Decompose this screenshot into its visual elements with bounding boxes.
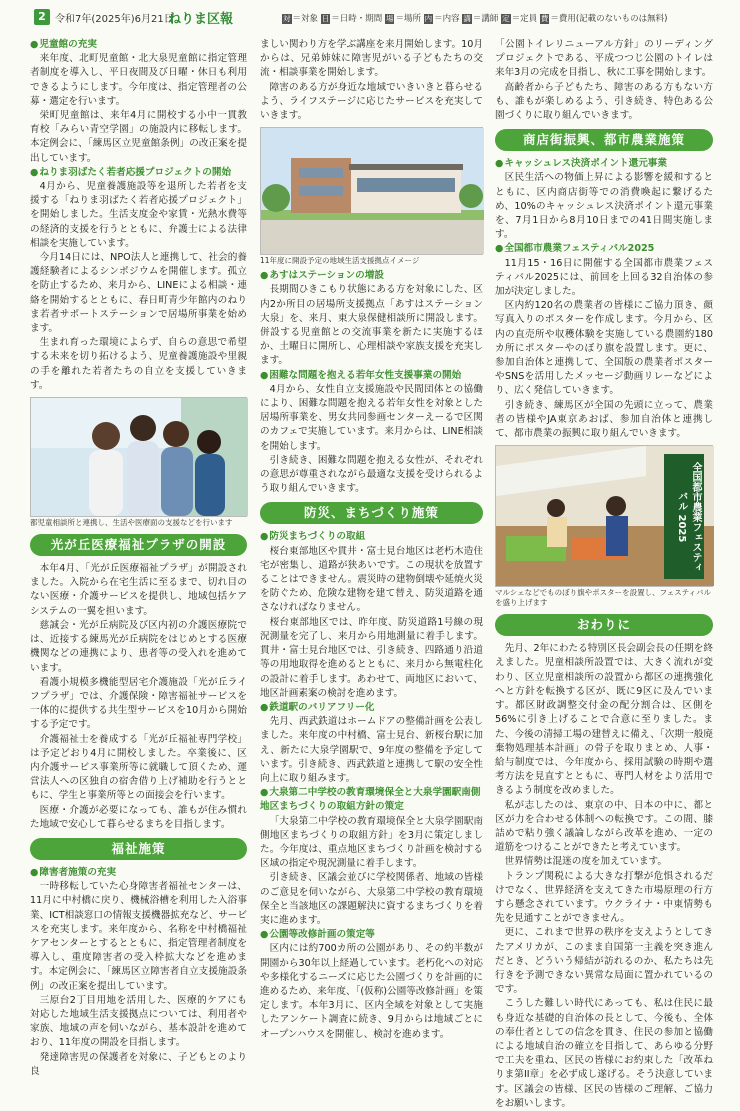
marche-photo [495,445,713,587]
section-heading: ● 鉄道駅のバリアフリー化 [260,701,483,715]
photo-caption: 11年度に開設予定の地域生活支援拠点イメージ [260,256,420,266]
legend-key: 場 [385,14,394,23]
paragraph: 桜台東部地区や貫井・富士見台地区は老朽木造住宅が密集し、道路が狭あいです。この現状を放置することはできません。震災時の建物倒壊や延焼火災を防ぐため、危険な建物を建て替え、防災道路を通さなければなりません。 [260,545,483,614]
legend-key: 講 [463,14,471,23]
section-heading: ● 困難な問題を抱える若年女性支援事業の開始 [260,369,483,383]
paragraph: 来年度、北町児童館・北大泉児童館に指定管理者制度を導入し、平日夜間及び日曜・休日も利用できるようにします。今年度は、指定管理者の公募・選定を行います。 [30,53,247,107]
section-heading: ● 障害者施策の充実 [30,866,247,880]
paragraph: 4月から、女性自立支援施設や民間団体との協働により、困難な問題を抱える若年女性を対象とした居場所事業を、男女共同参画センターえーるで区関のカフェで実施しています。来月からは、LINE相談を開始します。 [260,383,483,452]
paragraph: 11月15・16日に開催する全国都市農業フェスティバル2025には、前回を上回る32自治体の参加が決定しました。 [495,257,713,298]
page-header [0,0,740,30]
paragraph: こうした難しい時代にあっても、私は住民に最も身近な基礎的自治体の長として、今後も、全体の奉仕者としての信念を貫き、住民の参加と協働による地域自治の確立を目指して、あらゆる分野で工夫を重ね、区民の皆様にお約束した「改革ねりま第II章」を必ず成し遂げる。そう決意しています。区議会の皆様、区民の皆様のご理解、ご協力をお願いします。 [495,998,713,1109]
abbreviation-legend [282,12,667,24]
section-heading: ● あすはステーションの増設 [260,269,483,283]
section-banner: 商店街振興、都市農業施策 [495,129,713,151]
paragraph: 世界情勢は混迷の度を加えています。 [504,856,667,868]
paragraph: 引き続き、困難な問題を抱える女性が、それぞれの意思が尊重されながら最適な支援を受けられるよう取り組んでいきます。 [260,454,483,495]
section-banner: 福祉施策 [30,838,247,860]
paragraph: 栄町児童館は、来年4月に開校する小中一貫教育校「みらい青空学園」の施設内に移転します。本定例会に、「練馬区立児童館条例」の改正案を提出しています。 [30,110,247,164]
section-heading: ● 防災まちづくりの取組 [260,530,483,544]
paragraph: 更に、これまで世界の秩序を支えようとしてきたアメリカが、このまま自国第一主義を突き進んだとき、どういう帰結が訪れるのか、私たちは先行きを予測できない異常な局面に置かれているのです。 [495,927,713,996]
legend-key: 対 [283,14,291,23]
paragraph: 区民生活への物価上昇による影響を緩和するとともに、区内商店街等での消費喚起に繋げるため、10%のキャッシュレス決済ポイント還元事業を、7月1日から8月10日までの41日間実施します。 [495,172,713,241]
paragraph: ましい関わり方を学ぶ講座を来月開始します。10月からは、兄弟姉妹に障害児がいる子どもたちの交流・相談事業を開始します。 [260,39,483,79]
paragraph: 発達障害児の保護者を対象に、子どもとのより良 [30,1051,247,1077]
photo-caption: マルシェなどでものぼり旗やポスターを設置し、フェスティバルを盛り上げます [495,588,712,608]
paragraph: 引き続き、区議会並びに学校関係者、地域の皆様のご意見を伺いながら、大泉第二中学校の教育環境保全と当該地区の課題解決に資するまちづくりを着実に進めます。 [260,872,483,926]
section-heading: ● 全国都市農業フェスティバル2025 [495,242,713,256]
paragraph: 区内には約700カ所の公園があり、その約半数が開園から30年以上経過しています。老朽化への対応や多様化するニーズに応じた公園づくりを計画的に進めるため、来年度、「(仮称)公園等改修計画」を策定します。本年3月に、区内全域を対象として実施したアンケート調査に続き、9月からは地域ごとにオープンハウスを開催し、検討を進めます。 [260,943,483,1040]
section-banner: 光が丘医療福祉プラザの開設 [30,534,247,556]
column-1 [30,38,247,1078]
legend-key: 費 [540,14,549,23]
legend-text: ＝講師 [472,14,499,24]
paragraph: 引き続き、練馬区が全国の先頭に立って、農業者の皆様やJA東京あおば、参加自治体と連携して、都市農業の振興に取り組んでいきます。 [495,399,713,440]
legend-text: ＝費用(記載のないものは無料) [550,14,668,24]
legend-key: 内 [424,14,433,23]
column-3 [495,38,713,1109]
paragraph: 慈誠会・光が丘病院及び区内初の介護医療院では、近接する練馬光が丘病院をはじめとする医療機関などの連携により、患者等の受入れを進めています。 [30,619,247,674]
legend-text: ＝対象 [292,14,319,24]
page-number: 2 [34,9,50,25]
legend-key: 定 [502,14,510,23]
section-banner: 防災、まちづくり施策 [260,502,483,524]
paragraph: 先月、西武鉄道はホームドアの整備計画を公表しました。来年度の中村橋、富士見台、新桜台駅に加え、新たに大泉学園駅で、9年度の整備を予定しています。引き続き、西武鉄道と連携して駅の安全性向上に取り組みます。 [260,716,483,784]
paragraph: 「大泉第二中学校の教育環境保全と大泉学園駅南側地区まちづくりの取組方針」を3月に策定しました。今年度は、重点地区まちづくり計画を検討する区域の指定や現況測量に着手します。 [260,815,483,870]
paragraph: 本年4月、「光が丘医療福祉プラザ」が開設されました。入院から在宅生活に至るまで、切れ目のない医療・介護サービスを提供し、地域包括ケアシステムの一翼を担います。 [30,563,247,617]
paragraph: 一時移転していた心身障害者福祉センターは、11月に中村橋に戻り、機械浴槽を利用した入浴事業、ICT相談窓口の情報支援機器拡充など、サービスを充実します。来年度から、名称を中村橋福祉ケアセンターとするとともに、指定管理者制度を導入し、重度障害者の受入枠拡大などを進めます。本定例会に、「練馬区立障害者自立支援施設条例」の改正案を提出しています。 [30,881,247,992]
section-heading: ● 公園等改修計画の策定等 [260,928,483,942]
legend-key: 日 [321,14,330,23]
publication-logo: ねりま区報 [168,12,234,27]
paragraph: トランプ関税による大きな打撃が危惧されるだけでなく、世界経済を支えてきた市場原理の行方すら懸念されています。ウクライナ・中東情勢も先を見通すことができません。 [495,870,713,925]
facility-rendering-photo [260,127,483,255]
paragraph: 長期間ひきこもり状態にある方を対象にした、区内2か所目の居場所支援拠点「あすはステーション大泉」を、来月、東大泉保健相談所に開設します。併設する児童館との交流事業を新たに実施するほか、土曜日に開所し、心理相談や家族支援を充実します。 [260,284,483,367]
section-heading: ● キャッシュレス決済ポイント還元事業 [495,157,713,171]
paragraph: 看護小規模多機能型居宅介護施設「光が丘ライフプラザ」では、介護保険・障害福祉サービスを一体的に提供する共生型サービスを10月から開始する予定です。 [30,676,247,731]
section-heading: ● ねりま羽ばたく若者応援プロジェクトの開始 [30,166,247,180]
section-heading: ● 大泉第二中学校の教育環境保全と大泉学園駅南側地区まちづくりの取組方針の策定 [260,786,483,814]
paragraph: 「公園トイレリニューアル方針」のリーディングプロジェクトである、平成つつじ公園のトイレは来年3月の完成を目指し、秋に工事を開始します。 [495,39,713,79]
festival-banner-sign: 全国都市農業フェスティバル 2025 [664,454,704,579]
young-people-illustration [31,398,248,516]
paragraph: 桜台東部地区では、昨年度、防災道路1号線の現況測量を完了し、来月から用地測量に着手します。貫井・富士見台地区では、引き続き、四路通り沿道等の用地取得を進めるとともに、来月から無電柱化の設計に着手します。あわせて、両地区において、地区計画素案の検討を進めます。 [260,616,483,699]
paragraph: 医療・介護が必要になっても、誰もが住み慣れた地域で安心して暮らせるまちを目指します。 [30,804,247,830]
legend-text: ＝場所 [395,14,421,24]
paragraph: 私が志したのは、東京の中、日本の中に、都と区が力を合わせる体制への転換です。この間、膝詰めで粘り強く議論しながら改革を進め、一定の道筋をつけることができたと考えています。 [495,799,713,854]
legend-text: ＝日時・期間 [331,14,383,24]
paragraph: 三原台2丁目用地を活用した、医療的ケアにも対応した地域生活支援拠点については、利用者や家族、地域の声を伺いながら、基本設計を進めており、11年度の開設を目指します。 [30,994,247,1049]
issue-date: 令和7年(2025年)6月21日 [55,14,174,25]
legend-text: ＝内容 [434,14,460,24]
paragraph: 今月14日には、NPO法人と連携して、社会的養護経験者によるシンポジウムを開催します。孤立を防止するため、来月から、LINEによる相談・連絡を開始するとともに、春日町青少年館内のねりま若者サポートステーションで居場所事業を始めます。 [30,252,247,335]
paragraph: 障害のある方が身近な地域でいきいきと暮らせるよう、ライフステージに応じたサービスを充実していきます。 [260,81,483,122]
paragraph: 先月、2年にわたる特別区長会副会長の任期を終えました。児童相談所設置では、大きく流れが変わり、区立児童相談所の設置から都区の連携強化へと方針を転換する区が、既に9区に及んでいます。都区財政調整交付金の配分割合は、区側を56%に引き上げることで合意に至りました。また、今後の清掃工場の建替えに備え、「次期一般廃棄物処理基本計画」の骨子を取りまとめ、人事・給与制度では、今年度から、採用試験の時期や選考方法を見直すとともに、専門人材をより活用できるよう制度を改めました。 [495,643,713,797]
section-heading: ● 児童館の充実 [30,38,247,52]
paragraph: 区内約120名の農業者の皆様にご協力頂き、顔写真入りのポスターを作成します。今月から、区内の直売所や収穫体験を実施している農園約180カ所にポスターやのぼり旗を設置します。更に、参加自治体と連携して、全国版の農業者ポスターやSNSを活用したメッセージ動画リレーなどにより、広く発信していきます。 [495,300,713,397]
photo-caption: 都児童相談所と連携し、生活や医療面の支援などを行います [30,518,233,528]
legend-text: ＝定員 [511,14,538,24]
column-2 [260,38,483,1078]
paragraph: 介護福祉士を養成する「光が丘福祉専門学校」は予定どおり4月に開校しました。卒業後に、区内介護サービス事業所等に就職して頂くため、運営法人への区独自の宿舎借り上げ補助を行うとともに、学生と事業所等との面接会を行います。 [30,733,247,802]
paragraph: 生まれ育った環境によらず、自らの意思で希望する未来を切り拓けるよう、児童養護施設や里親の手を離れた若者たちの自立を支援していきます。 [30,337,247,391]
young-people-photo [30,397,247,517]
section-banner: おわりに [495,614,713,636]
paragraph: 高齢者から子どもたち、障害のある方もない方も、誰もが楽しめるよう、引き続き、特色ある公園づくりに取り組んでいきます。 [495,81,713,122]
building-illustration [261,128,484,254]
paragraph: 4月から、児童養護施設等を退所した若者を支援する「ねりま羽ばたく若者応援プロジェクト」を開始しました。生活支度金や家賃・光熱水費等の経済的支援を行うとともに、弁護士による法律相談を実施しています。 [30,181,247,249]
